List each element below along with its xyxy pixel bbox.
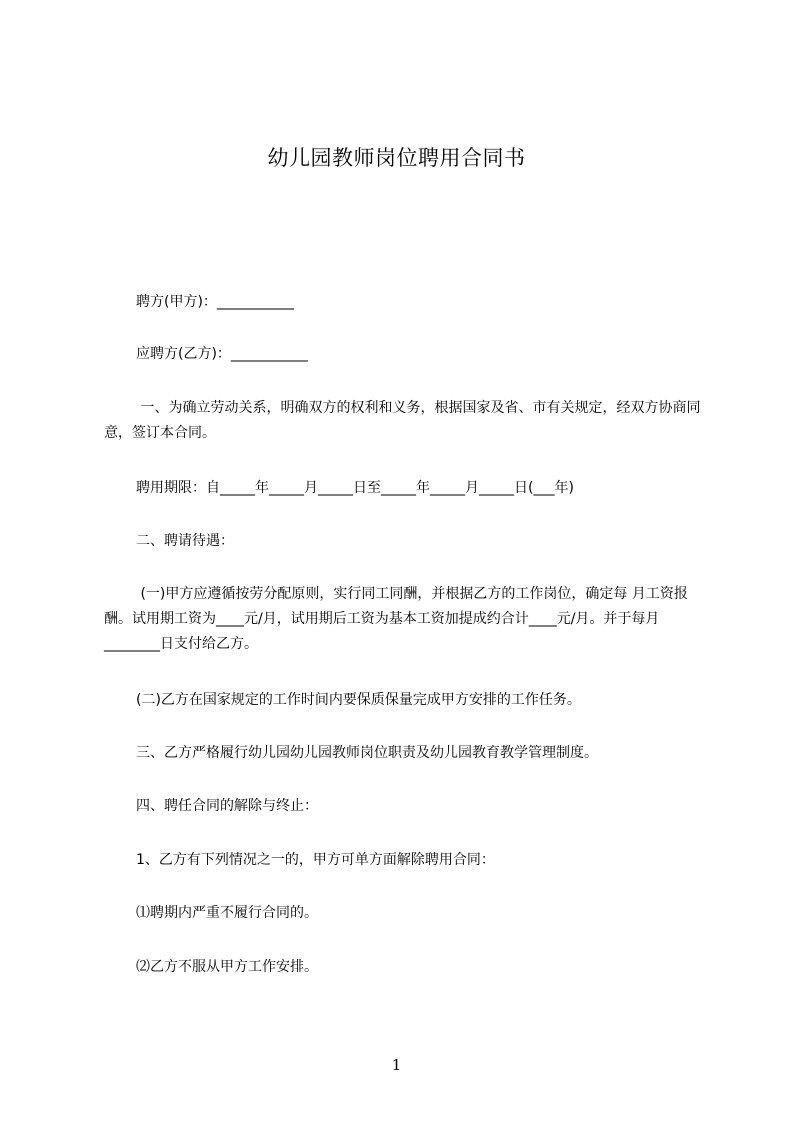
paragraph-employer: 聘方(甲方)：___________ [136,294,294,310]
paragraph-section-three: 三、乙方严格履行幼儿园幼儿园教师岗位职责及幼儿园教育教学管理制度。 [136,745,598,761]
paragraph-work-duty: (二)乙方在国家规定的工作时间内要保质保量完成甲方安排的工作任务。 [136,692,581,708]
paragraph-term: 聘用期限：自_____年_____月_____日至_____年_____月_____日(___年) [136,480,574,496]
paragraph-item-1: ⑴聘期内严重不履行合同的。 [136,905,318,921]
page-number: 1 [391,1056,402,1074]
document-title: 幼儿园教师岗位聘用合同书 [267,146,526,170]
paragraph-section-two: 二、聘请待遇： [136,533,234,549]
paragraph-clause-one: 1、乙方有下列情况之一的，甲方可单方面解除聘用合同： [136,852,495,868]
paragraph-section-four: 四、聘任合同的解除与终止： [136,798,318,814]
paragraph-employee: 应聘方(乙方)：___________ [136,346,308,362]
paragraph-item-2: ⑵乙方不服从甲方工作安排。 [136,959,318,975]
paragraph-salary: (一)甲方应遵循按劳分配原则，实行同工同酬，并根据乙方的工作岗位，确定每 月工资报酬。试用期工资为____元/月，试用期后工资为基本工资加提成约合计____元/月。并于每月________日支付给乙方。 [104,586,688,652]
paragraph-section-one: 一、为确立劳动关系，明确双方的权利和义务，根据国家及省、市有关规定，经双方协商同意，签订本合同。 [104,400,701,441]
